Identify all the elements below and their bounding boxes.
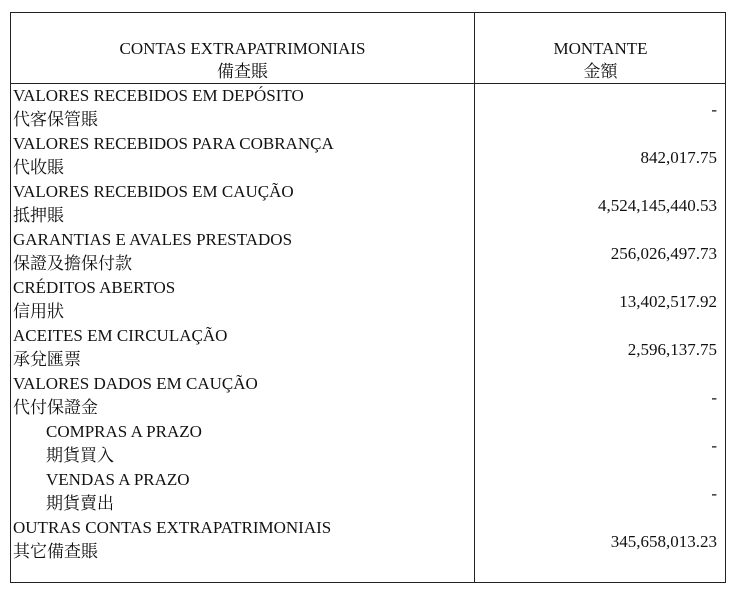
row-label-pt: VALORES RECEBIDOS EM DEPÓSITO bbox=[13, 86, 304, 105]
table-row bbox=[11, 276, 725, 324]
table-row bbox=[11, 372, 725, 420]
row-label-zh: 期貨賣出 bbox=[46, 494, 114, 513]
row-label-zh: 其它備查賬 bbox=[13, 542, 98, 561]
row-amount: 2,596,137.75 bbox=[627, 340, 717, 359]
row-label-pt: CRÉDITOS ABERTOS bbox=[13, 278, 176, 297]
row-label-zh: 承兌匯票 bbox=[13, 350, 81, 369]
off-balance-sheet-table bbox=[10, 12, 726, 583]
row-label bbox=[13, 180, 468, 228]
row-label-pt: VENDAS A PRAZO bbox=[46, 470, 190, 489]
row-amount: - bbox=[711, 484, 717, 503]
row-label-pt: VALORES DADOS EM CAUÇÃO bbox=[13, 374, 258, 393]
header-amount-pt: MONTANTE bbox=[553, 39, 648, 58]
header-accounts bbox=[11, 37, 474, 83]
header-amount-zh: 金額 bbox=[583, 62, 618, 81]
table-row bbox=[11, 324, 725, 372]
row-label bbox=[13, 516, 468, 564]
table-row bbox=[11, 180, 725, 228]
row-amount: - bbox=[711, 100, 717, 119]
row-label-pt: VALORES RECEBIDOS PARA COBRANÇA bbox=[13, 134, 334, 153]
row-amount: 256,026,497.73 bbox=[610, 244, 717, 263]
table-row bbox=[11, 420, 725, 468]
table-row bbox=[11, 516, 725, 564]
header-accounts-pt: CONTAS EXTRAPATRIMONIAIS bbox=[119, 39, 366, 58]
table-row bbox=[11, 84, 725, 132]
row-label-zh: 代收賬 bbox=[13, 158, 64, 177]
row-label-pt: OUTRAS CONTAS EXTRAPATRIMONIAIS bbox=[13, 518, 332, 537]
row-amount: 345,658,013.23 bbox=[610, 532, 717, 551]
row-label bbox=[13, 276, 468, 324]
row-amount: - bbox=[711, 436, 717, 455]
row-label bbox=[46, 420, 501, 468]
table-body bbox=[11, 84, 725, 564]
row-label-zh: 代客保管賬 bbox=[13, 110, 98, 129]
row-amount: 842,017.75 bbox=[640, 148, 717, 167]
row-label-pt: VALORES RECEBIDOS EM CAUÇÃO bbox=[13, 182, 294, 201]
row-label-zh: 信用狀 bbox=[13, 302, 64, 321]
row-label-zh: 期貨買入 bbox=[46, 446, 114, 465]
header-amount bbox=[476, 37, 725, 83]
row-label-zh: 保證及擔保付款 bbox=[13, 254, 132, 273]
row-label bbox=[13, 132, 468, 180]
row-label-zh: 代付保證金 bbox=[13, 398, 98, 417]
row-amount: 13,402,517.92 bbox=[619, 292, 717, 311]
table-row bbox=[11, 228, 725, 276]
row-amount: - bbox=[711, 388, 717, 407]
row-amount: 4,524,145,440.53 bbox=[598, 196, 717, 215]
row-label bbox=[13, 372, 468, 420]
table-row bbox=[11, 468, 725, 516]
row-label-pt: GARANTIAS E AVALES PRESTADOS bbox=[13, 230, 293, 249]
row-label bbox=[13, 324, 468, 372]
row-label bbox=[13, 84, 468, 132]
header-accounts-zh: 備查賬 bbox=[217, 62, 268, 81]
table-row bbox=[11, 132, 725, 180]
row-label-pt: ACEITES EM CIRCULAÇÃO bbox=[13, 326, 228, 345]
row-label bbox=[46, 468, 501, 516]
row-label-pt: COMPRAS A PRAZO bbox=[46, 422, 202, 441]
row-label-zh: 抵押賬 bbox=[13, 206, 64, 225]
row-label bbox=[13, 228, 468, 276]
